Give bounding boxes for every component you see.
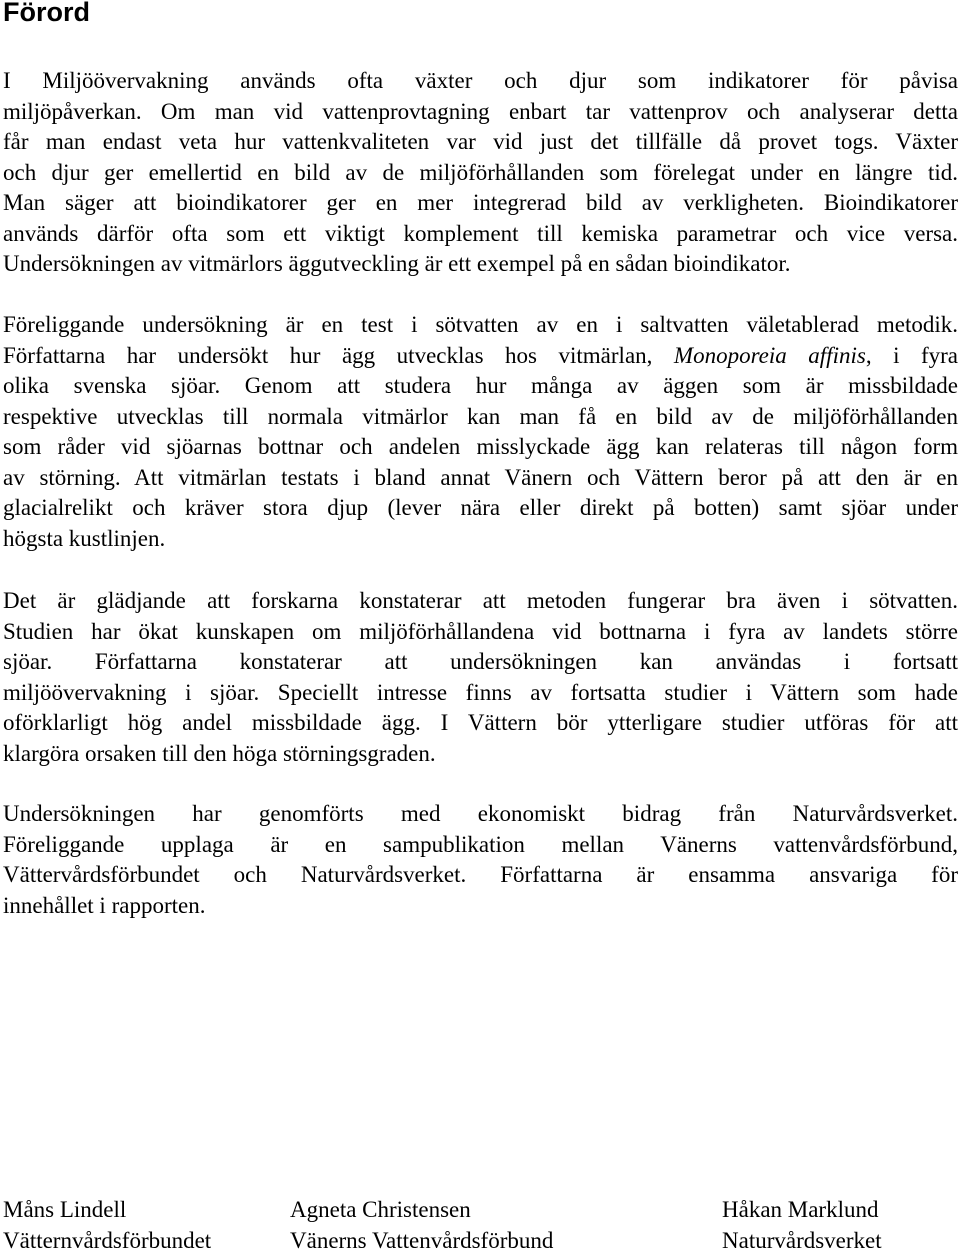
signature-organization: Naturvårdsverket (722, 1228, 882, 1253)
paragraph-line: glacialrelikt och kräver stora djup (lever nära eller direkt på botten) samt sjöar under (3, 495, 958, 520)
paragraph-line (3, 341, 958, 372)
paragraph-line: av störning. Att vitmärlan testats i bland annat Vänern och Vättern beror på att den är en (3, 464, 958, 490)
paragraph-line: I Miljöövervakning används ofta växter och djur som indikatorer för påvisa (3, 68, 958, 93)
signature-name: Agneta Christensen (290, 1197, 471, 1222)
paragraph-line: Vättervårdsförbundet och Naturvårdsverket. Författarna är ensamma ansvariga för (3, 862, 958, 887)
text-run: , i fyra (865, 342, 959, 368)
paragraph-funding (3, 799, 958, 921)
paragraph-line: Undersökningen av vitmärlors äggutveckling är ett exempel på en sådan bioindikator. (3, 251, 791, 276)
paragraph-line: innehållet i rapporten. (3, 892, 206, 918)
paragraph-line: högsta kustlinjen. (3, 525, 166, 551)
paragraph-line: och djur ger emellertid en bild av de miljöförhållanden som förelegat under en längre tid. (3, 159, 958, 185)
paragraph-conclusion (3, 586, 958, 769)
signature-block (722, 1194, 882, 1256)
species-name: Monoporeia affinis (673, 342, 866, 368)
text-run: Författarna har undersökt hur ägg utvecklas hos vitmärlan, (3, 342, 674, 368)
paragraph-line: olika svenska sjöar. Genom att studera hur många av äggen som är missbildade (3, 373, 958, 398)
paragraph-intro (3, 66, 958, 280)
paragraph-line: klargöra orsaken till den höga störningsgraden. (3, 740, 436, 766)
signature-block (290, 1194, 553, 1256)
paragraph-line: miljöövervakning i sjöar. Speciellt intresse finns av fortsatta studier i Vättern som hade (3, 679, 958, 705)
paragraph-line: Undersökningen har genomförts med ekonomiskt bidrag från Naturvårdsverket. (3, 801, 958, 826)
page-title: Förord (3, 0, 90, 27)
signature-name: Måns Lindell (3, 1197, 127, 1222)
paragraph-line: Föreliggande undersökning är en test i sötvatten av en i saltvatten väletablerad metodik. (3, 312, 958, 337)
signature-organization: Vätternvårdsförbundet (3, 1228, 212, 1253)
paragraph-line: får man endast veta hur vattenkvaliteten var vid just det tillfälle då provet togs. Växter (3, 129, 958, 154)
paragraph-line: Det är glädjande att forskarna konstaterar att metoden fungerar bra även i sötvatten. (3, 588, 958, 613)
paragraph-line: respektive utvecklas till normala vitmärlor kan man få en bild av de miljöförhållanden (3, 403, 958, 429)
signature-organization: Vänerns Vattenvårdsförbund (290, 1228, 554, 1253)
paragraph-line: oförklarligt hög andel missbildade ägg. I Vättern bör ytterligare studier utföras för att (3, 710, 958, 735)
paragraph-line: som råder vid sjöarnas bottnar och andelen misslyckade ägg kan relateras till någon form (3, 434, 958, 459)
paragraph-study (3, 310, 958, 554)
paragraph-line: miljöpåverkan. Om man vid vattenprovtagning enbart tar vattenprov och analyserar detta (3, 98, 958, 124)
paragraph-line: Föreliggande upplaga är en sampublikation mellan Vänerns vattenvårdsförbund, (3, 831, 958, 857)
paragraph-line: används därför ofta som ett viktigt komplement till kemiska parametrar och vice versa. (3, 220, 958, 246)
paragraph-line: sjöar. Författarna konstaterar att undersökningen kan användas i fortsatt (3, 649, 958, 674)
signature-name: Håkan Marklund (722, 1197, 879, 1222)
paragraph-line: Studien har ökat kunskapen om miljöförhållandena vid bottnarna i fyra av landets större (3, 618, 958, 644)
signature-block (3, 1194, 211, 1256)
paragraph-line: Man säger att bioindikatorer ger en mer integrerad bild av verkligheten. Bioindikatorer (3, 190, 958, 215)
